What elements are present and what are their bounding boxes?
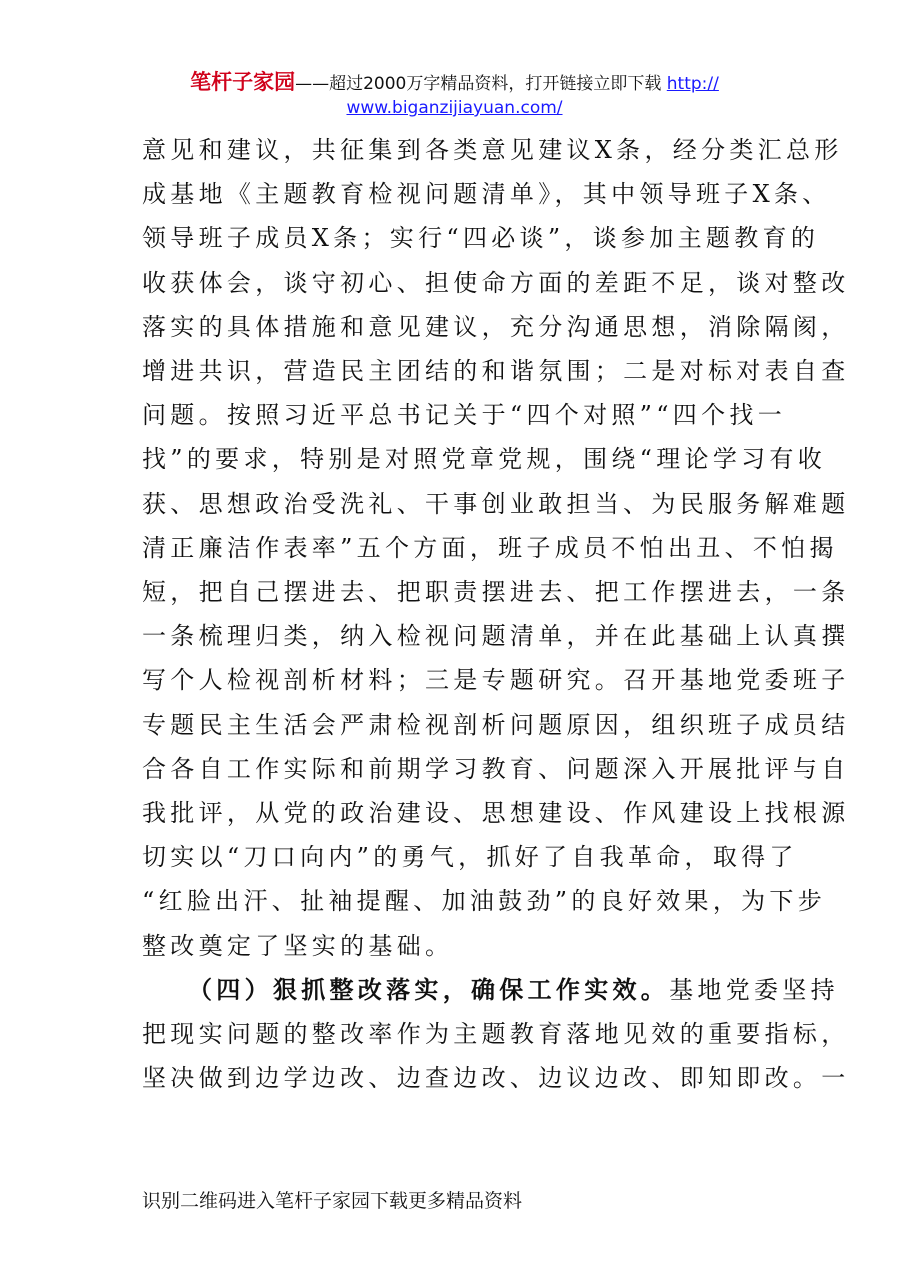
body-line: 领导班子成员X条；实行“四必谈”，谈参加主题教育的: [142, 224, 820, 253]
body-line: 获、思想政治受洗礼、干事创业敢担当、为民服务解难题: [142, 489, 850, 518]
body-line: 找”的要求，特别是对照党章党规，围绕“理论学习有收: [142, 445, 827, 474]
body-line: 把现实问题的整改率作为主题教育落地见效的重要指标，: [142, 1020, 850, 1049]
header-line-1: [0, 70, 909, 96]
header-tagline: ——超过2000万字精品资料，打开链接立即下载: [295, 74, 662, 94]
body-line: 我批评，从党的政治建设、思想建设、作风建设上找根源: [142, 799, 850, 828]
body-line: 落实的具体措施和意见建议，充分沟通思想，消除隔阂，: [142, 312, 850, 341]
body-line: 切实以“刀口向内”的勇气，抓好了自我革命，取得了: [142, 843, 798, 872]
body-line: 增进共识，营造民主团结的和谐氛围；二是对标对表自查: [142, 357, 850, 386]
body-line: 写个人检视剖析材料；三是专题研究。召开基地党委班子: [142, 666, 850, 695]
body-line: 收获体会，谈守初心、担使命方面的差距不足，谈对整改: [142, 268, 850, 297]
body-line: 一条梳理归类，纳入检视问题清单，并在此基础上认真撰: [142, 622, 850, 651]
body-line: 成基地《主题教育检视问题清单》，其中领导班子X条、: [142, 180, 831, 209]
body-line: “红脸出汗、扯袖提醒、加油鼓劲”的良好效果，为下步: [142, 887, 827, 916]
body-line: 短，把自己摆进去、把职责摆进去、把工作摆进去，一条: [142, 578, 850, 607]
document-body: [142, 128, 850, 1100]
brand-name: 笔杆子家园: [190, 70, 296, 94]
header-line-2: [0, 96, 909, 120]
section-4-first-line: [142, 968, 839, 1012]
body-line: 清正廉洁作表率”五个方面，班子成员不怕出丑、不怕揭: [142, 533, 838, 562]
body-line: 合各自工作实际和前期学习教育、问题深入开展批评与自: [142, 754, 850, 783]
page-header: [0, 70, 909, 120]
body-line: 意见和建议，共征集到各类意见建议X条，经分类汇总形: [142, 136, 843, 164]
body-line: 专题民主生活会严肃检视剖析问题原因，组织班子成员结: [142, 710, 850, 739]
body-line: 问题。按照习近平总书记关于“四个对照”“四个找一: [142, 401, 787, 430]
page-footer: 识别二维码进入笔杆子家园下载更多精品资料: [142, 1190, 523, 1212]
header-link-part2[interactable]: www.biganzijiayuan.com/: [346, 98, 563, 118]
body-line: 坚决做到边学边改、边查边改、边议边改、即知即改。一: [142, 1064, 850, 1093]
section-4-heading: （四）狠抓整改落实，确保工作实效。: [188, 974, 670, 1004]
section-4-text: 基地党委坚持: [669, 975, 839, 1004]
body-line: 整改奠定了坚实的基础。: [142, 931, 454, 960]
header-link-part1[interactable]: http://: [666, 74, 719, 94]
